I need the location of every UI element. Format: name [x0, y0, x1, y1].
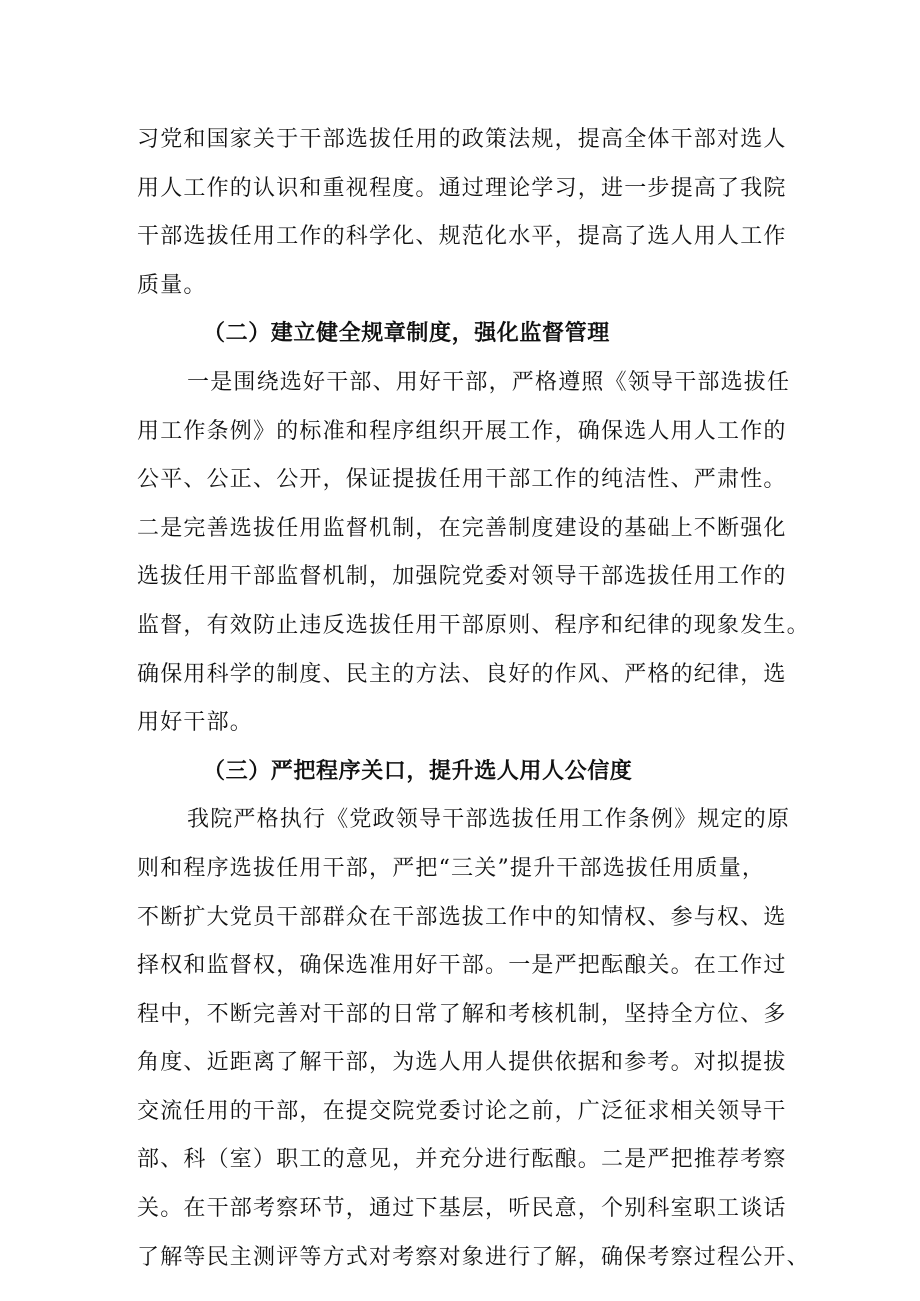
- text-line: 部、科（室）职工的意见，并充分进行酝酿。二是严把推荐考察: [137, 1147, 787, 1173]
- paragraph-first-line: 一是围绕选好干部、用好干部，严格遵照《领导干部选拔任: [187, 369, 791, 395]
- text-line: 角度、近距离了解干部，为选人用人提供依据和参考。对拟提拔: [137, 1050, 787, 1076]
- text-line: 了解等民主测评等方式对考察对象进行了解，确保考察过程公开、: [137, 1244, 810, 1270]
- body-text: [137, 116, 810, 1282]
- text-line: 干部选拔任用工作的科学化、规范化水平，提高了选人用人工作: [137, 224, 787, 250]
- text-line: 公平、公正、公开，保证提拔任用干部工作的纯洁性、严肃性。: [137, 467, 787, 493]
- text-line: 二是完善选拔任用监督机制，在完善制度建设的基础上不断强化: [137, 515, 787, 541]
- text-line: 用人工作的认识和重视程度。通过理论学习，进一步提高了我院: [137, 175, 787, 201]
- text-line: 确保用科学的制度、民主的方法、良好的作风、严格的纪律，选: [137, 661, 787, 687]
- text-line: 择权和监督权，确保选准用好干部。一是严把酝酿关。在工作过: [137, 953, 787, 979]
- section-heading-2: （二）建立健全规章制度，强化监督管理: [203, 321, 610, 347]
- section-heading-3: （三）严把程序关口，提升选人用人公信度: [203, 758, 633, 784]
- text-line: 关。在干部考察环节，通过下基层，听民意，个别科室职工谈话: [137, 1196, 787, 1222]
- text-line: 不断扩大党员干部群众在干部选拔工作中的知情权、参与权、选: [137, 904, 787, 930]
- text-line: 监督，有效防止违反选拔任用干部原则、程序和纪律的现象发生。: [137, 612, 810, 638]
- text-line: 则和程序选拔任用干部，严把“三关”提升干部选拔任用质量，: [137, 855, 766, 881]
- text-line: 用工作条例》的标准和程序组织开展工作，确保选人用人工作的: [137, 418, 787, 444]
- paragraph-first-line: 我院严格执行《党政领导干部选拔任用工作条例》规定的原: [187, 807, 791, 833]
- text-line: 习党和国家关于干部选拔任用的政策法规，提高全体干部对选人: [137, 127, 787, 152]
- text-line: 交流任用的干部，在提交院党委讨论之前，广泛征求相关领导干: [137, 1098, 787, 1124]
- text-line: 程中，不断完善对干部的日常了解和考核机制，坚持全方位、多: [137, 1001, 787, 1027]
- text-line: 选拔任用干部监督机制，加强院党委对领导干部选拔任用工作的: [137, 564, 787, 590]
- text-line: 质量。: [137, 272, 207, 298]
- text-line: 用好干部。: [137, 710, 254, 736]
